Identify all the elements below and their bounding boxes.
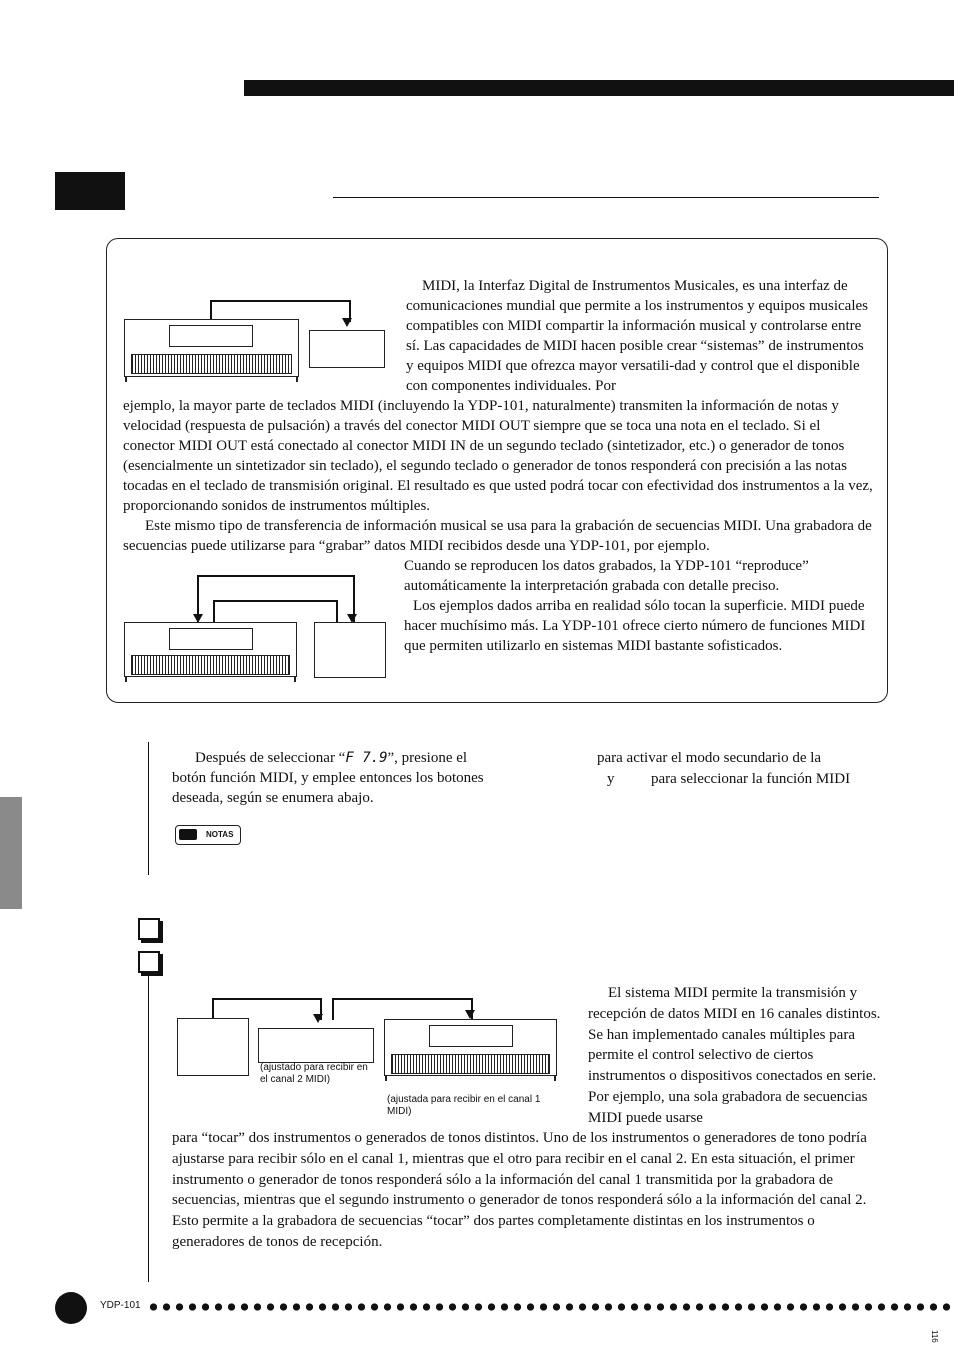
diagram3-wire-piano <box>332 998 473 1020</box>
diagram3-wire-tone <box>212 998 322 1020</box>
music-desk <box>429 1025 513 1047</box>
header-bar <box>244 80 954 96</box>
footer-page-code: 116 <box>930 1330 939 1343</box>
instruction-right-line-1: para activar el modo secundario de la <box>597 750 822 766</box>
intro-paragraph-4: Los ejemplos dados arriba en realidad sólo tocan la superficie. MIDI puede hacer muchísimo más. La YDP-101 ofrece cierto número de funciones MIDI que permiten utilizarlo en sistemas MIDI bastante sofisticados. <box>404 598 866 654</box>
section-vertical-rule-2 <box>148 975 149 1282</box>
footer-model: YDP-101 <box>100 1300 141 1311</box>
instruction-right-y: y <box>607 771 615 787</box>
checkbox-icon-2 <box>138 951 160 973</box>
diagram2-piano <box>124 622 297 677</box>
title-rule <box>333 197 879 198</box>
diagram2-inner-wire <box>213 600 338 624</box>
diagram3-tone-generator <box>258 1028 374 1063</box>
intro-paragraph-1-rest: ejemplo, la mayor parte de teclados MIDI (incluyendo la YDP-101, naturalmente) transmiten la información de notas y velocidad (respuesta de pulsación) a través del conector MIDI OUT siempre que se toca una nota en el teclado. Si el conector MIDI OUT está conectado al conector MIDI IN de un segundo teclado (sintetizador, etc.) o generador de tonos (esencialmente un sintetizador sin teclado), el segundo teclado o generador de tonos responderá con precisión a las notas tocadas en el teclado de transmisión original. El resultado es que usted podrá tocar con efectividad dos instrumentos a la vez, proporcionando sonidos de instrumentos múltiples. <box>123 398 873 514</box>
section-vertical-rule-1 <box>148 742 149 875</box>
piano-legs <box>125 376 298 382</box>
diagram2-sequencer <box>314 622 386 678</box>
keyboard-keys <box>391 1054 550 1074</box>
notes-label: NOTAS <box>206 830 234 839</box>
channels-paragraph-rest: para “tocar” dos instrumentos o generados de tonos distintos. Uno de los instrumentos o generadores de tono podría ajustarse para recibir sólo en el canal 1, mientras que el otro para recibir en el canal 2. En esta situación, el primer instrumento o generador de tonos responderá sólo a la información del canal 1 transmitida por la grabadora de secuencias, mientras que el segundo instrumento o generador de tonos responderá sólo a la información del canal 2. Esto permite a la grabadora de secuencias “tocar” dos partes completamente distintas en los instrumentos o generadores de tonos de recepción. <box>172 1130 867 1250</box>
intro-paragraph-3: Cuando se reproducen los datos grabados, la YDP-101 “reproduce” automáticamente la interpretación grabada con detalle preciso. <box>404 558 809 594</box>
music-desk <box>169 628 253 650</box>
intro-paragraph-1-block: MIDI, la Interfaz Digital de Instrumentos Musicales, es una interfaz de comunicaciones mundial que permite a los instrumentos y equipos musicales compatibles con MIDI compartir la información musical y controlarse entre sí. Las capacidades de MIDI hacen posible crear “sistemas” de instrumentos y equipos MIDI que ofrezca mayor versatili-dad y control que el disponible con componentes individuales. Por <box>406 278 868 394</box>
instruction-right-line-2: para seleccionar la función MIDI <box>651 771 851 787</box>
channels-paragraph-block: El sistema MIDI permite la transmisión y recepción de datos MIDI en 16 canales distintos. Se han implementado canales múltiples para permite el control selectivo de ciertos instrumentos o dispositivos conectados en serie. Por ejemplo, una sola grabadora de secuencias MIDI puede usarse <box>588 985 881 1126</box>
music-desk <box>169 325 253 347</box>
piano-legs <box>385 1075 556 1081</box>
checkbox-icon-1 <box>138 918 160 940</box>
lcd-display-text: F 7.9 <box>345 750 388 766</box>
caption-tone-generator: (ajustado para recibir en el canal 2 MIDI) <box>260 1062 368 1085</box>
diagram3-piano <box>384 1019 557 1076</box>
piano-legs <box>125 676 296 682</box>
diagram3-arrow-tone <box>313 1014 323 1023</box>
notes-badge <box>175 825 241 845</box>
keyboard-keys <box>131 655 290 675</box>
section-tab-block <box>55 172 125 210</box>
diagram3-arrow-piano <box>465 1010 475 1019</box>
keyboard-keys <box>131 354 292 374</box>
diagram3-sequencer <box>177 1018 249 1076</box>
instruction-post: ”, presione el botón función MIDI, y emplee entonces los botones deseada, según se enumera abajo. <box>172 750 484 806</box>
side-thumb-tab <box>0 797 22 909</box>
intro-paragraph-2: Este mismo tipo de transferencia de información musical se usa para la grabación de secuencias MIDI. Una grabadora de secuencias puede utilizarse para “grabar” datos MIDI recibidos desde una YDP-101, por ejemplo. <box>123 518 872 554</box>
page-number-circle <box>55 1292 87 1324</box>
footer-dot-rule <box>147 1301 954 1313</box>
diagram1-piano <box>124 319 299 377</box>
diagram1-tone-generator <box>309 330 385 368</box>
diagram1-arrow <box>342 318 352 327</box>
caption-piano: (ajustada para recibir en el canal 1 MIDI) <box>387 1094 541 1117</box>
notes-icon <box>179 829 197 840</box>
instruction-left-text <box>172 748 488 808</box>
instruction-pre: Después de seleccionar “ <box>195 750 346 766</box>
